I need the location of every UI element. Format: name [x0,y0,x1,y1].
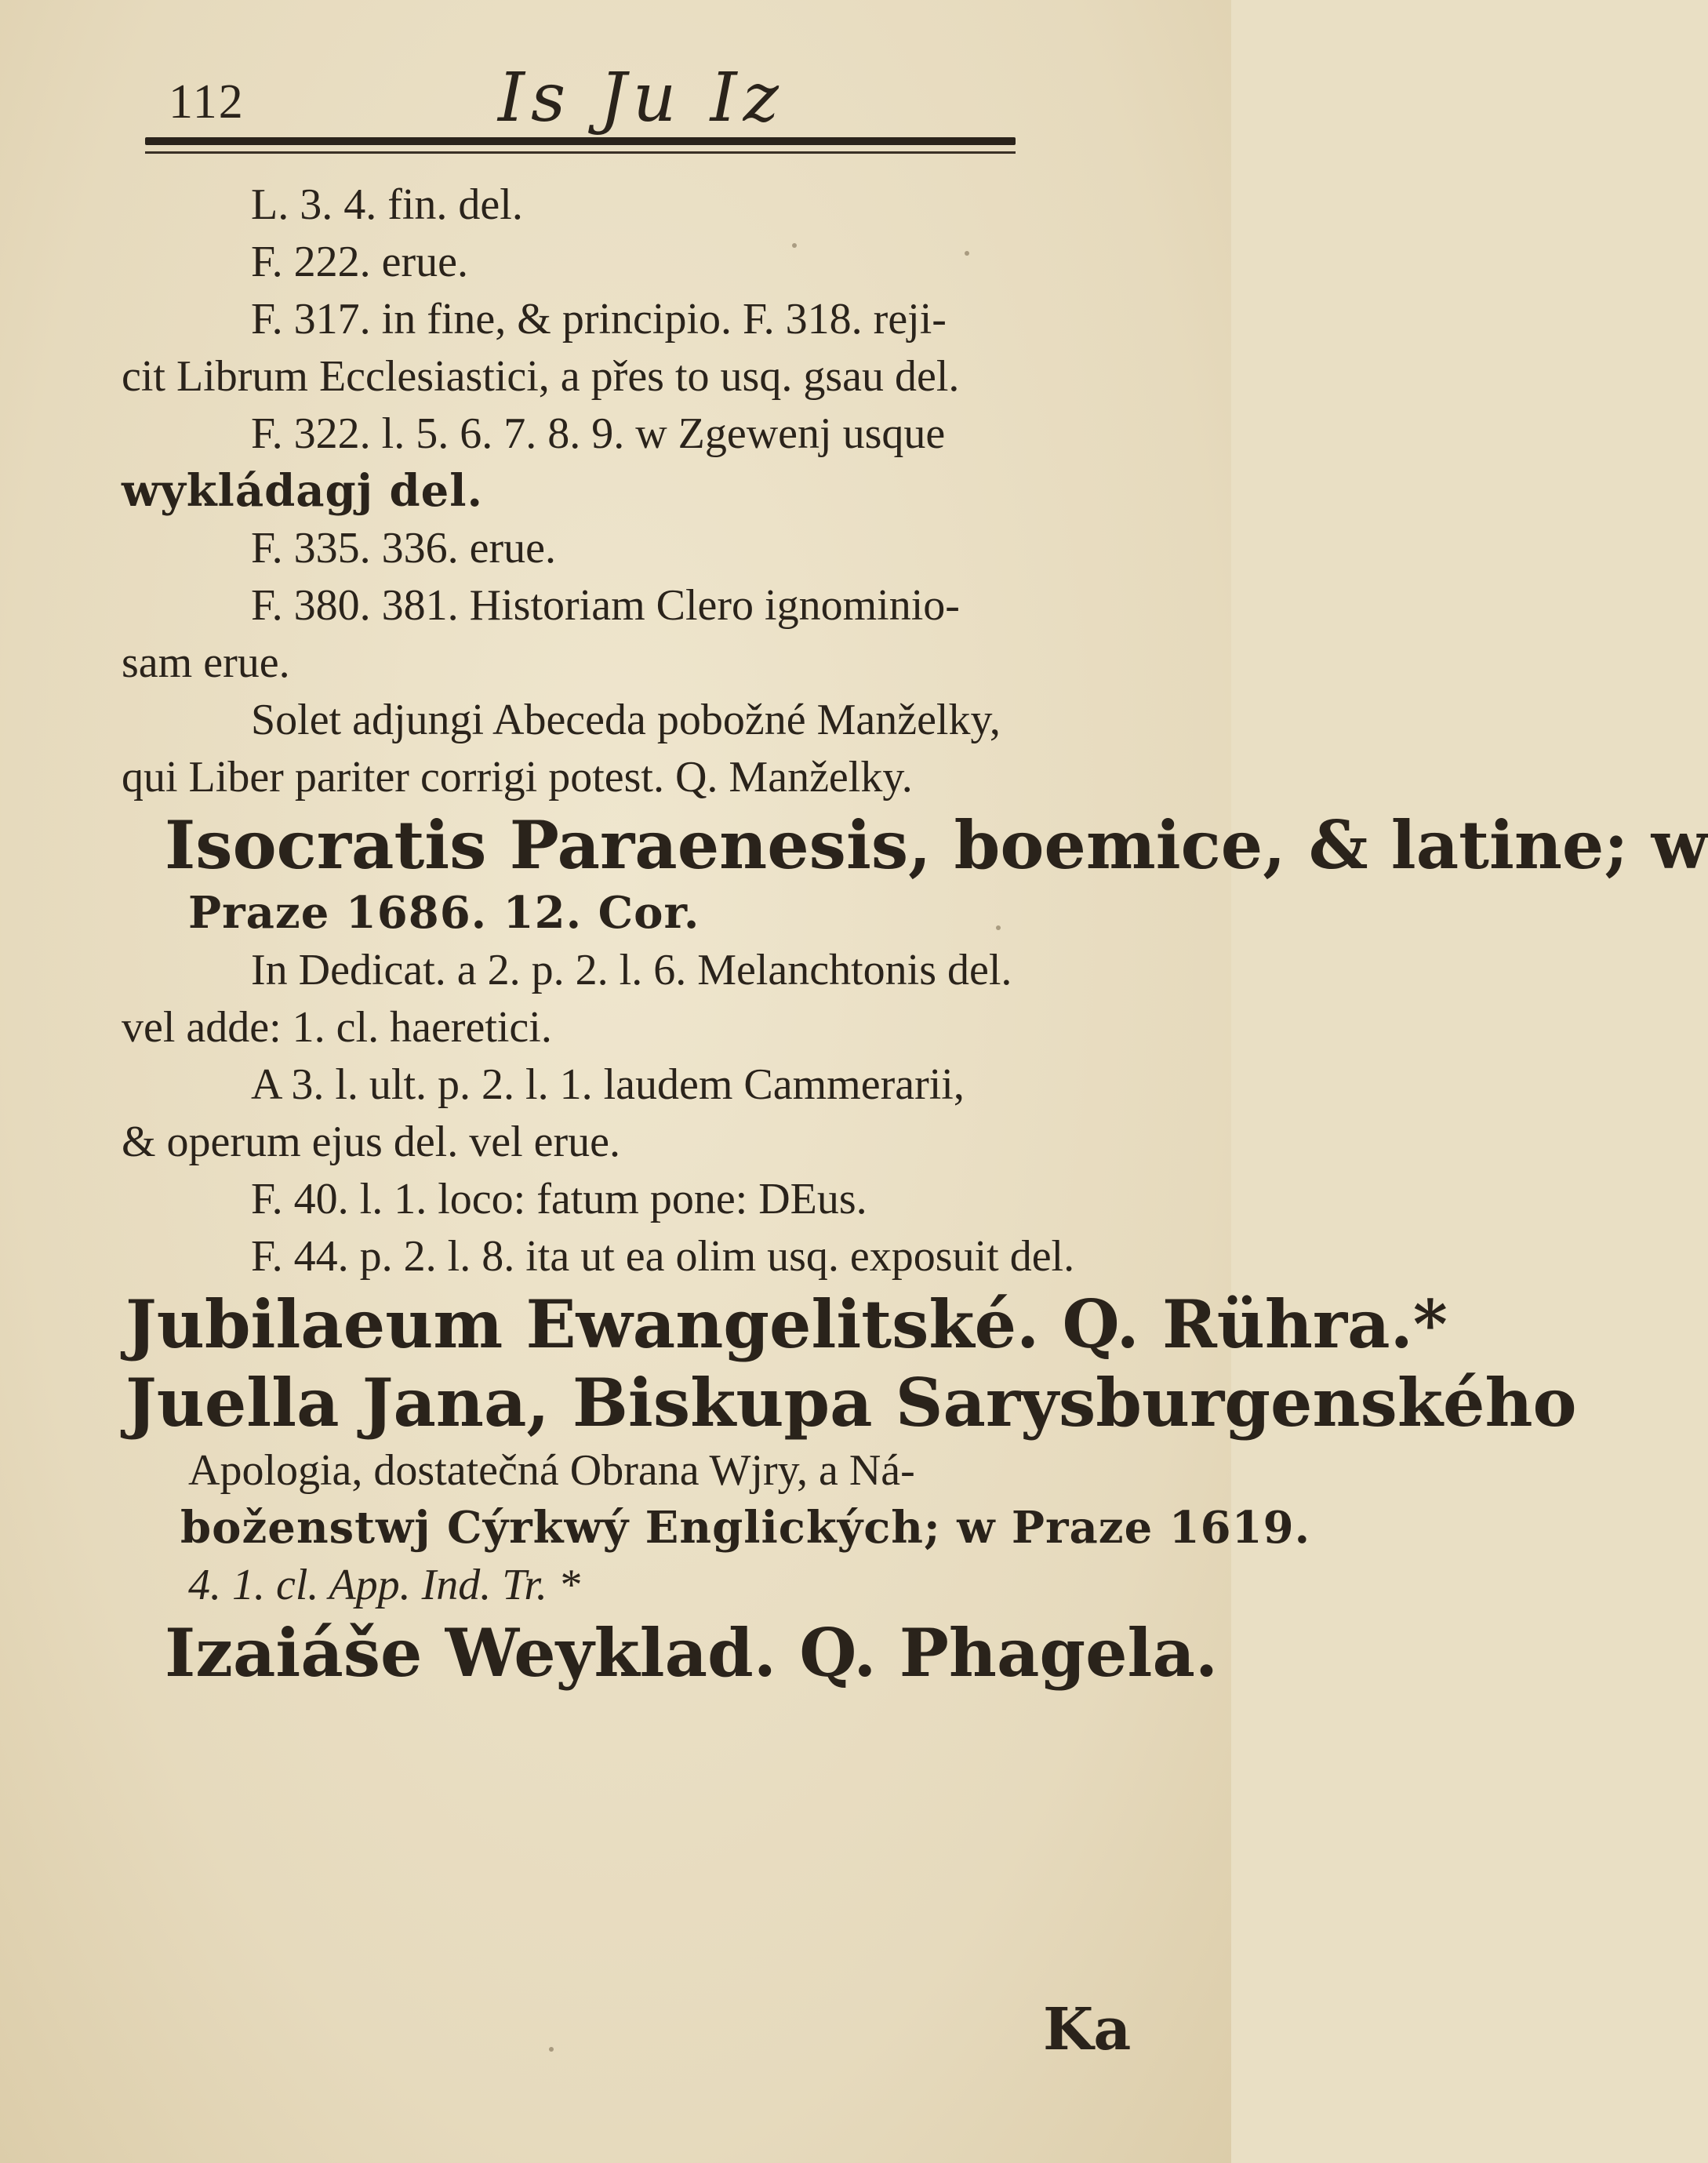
text-line: sam erue. [122,638,290,687]
text-line: wykládagj del. [122,465,484,517]
page-number: 112 [169,75,245,129]
text-line: L. 3. 4. fin. del. [251,180,523,229]
text-line: F. 335. 336. erue. [251,524,557,573]
text-line: Solet adjungi Abeceda pobožné Manželky, [251,696,1001,744]
text-line: F. 44. p. 2. l. 8. ita ut ea olim usq. exposuit del. [251,1232,1075,1281]
page-body [118,176,1708,1692]
entry-heading: Juella Jana, Biskupa Sarysburgenského [125,1364,1577,1441]
running-head: Is Ju Iz [498,59,785,137]
text-line: Praze 1686. 12. Cor. [188,887,700,939]
catchword: Ka [1043,1996,1132,2063]
entry-heading: Izaiáše Weyklad. Q. Phagela. [165,1614,1219,1692]
text-line: F. 380. 381. Historiam Clero ignominio- [251,581,960,630]
entry-heading: Jubilaeum Ewangelitské. Q. Rühra.* [125,1285,1448,1363]
header-rule-thin [145,151,1016,154]
entry-heading: Isocratis Paraenesis, boemice, & latine; w [165,806,1708,884]
text-line: F. 317. in fine, & principio. F. 318. reji- [251,295,947,344]
paper-speck [549,2047,554,2052]
text-line: A 3. l. ult. p. 2. l. 1. laudem Cammerarii, [251,1060,965,1109]
text-line: In Dedicat. a 2. p. 2. l. 6. Melanchtonis del. [251,946,1012,994]
paper-speck [996,925,1001,930]
text-line: boženstwj Cýrkwý Englických; w Praze 1619. [180,1502,1311,1554]
text-line: cit Librum Ecclesiastici, a přes to usq. gsau del. [122,352,960,401]
paper-speck [792,243,797,248]
text-line: & operum ejus del. vel erue. [122,1118,621,1166]
text-line: F. 322. l. 5. 6. 7. 8. 9. w Zgewenj usque [251,409,946,458]
text-line: qui Liber pariter corrigi potest. Q. Manželky. [122,753,913,802]
header-rule [145,137,1016,145]
text-line: vel adde: 1. cl. haeretici. [122,1003,552,1052]
text-line: F. 222. erue. [251,238,469,286]
text-line: 4. 1. cl. App. Ind. Tr. * [188,1561,580,1609]
text-line: Apologia, dostatečná Obrana Wjry, a Ná- [188,1446,915,1495]
text-line: F. 40. l. 1. loco: fatum pone: DEus. [251,1175,867,1223]
paper-speck [965,251,969,256]
